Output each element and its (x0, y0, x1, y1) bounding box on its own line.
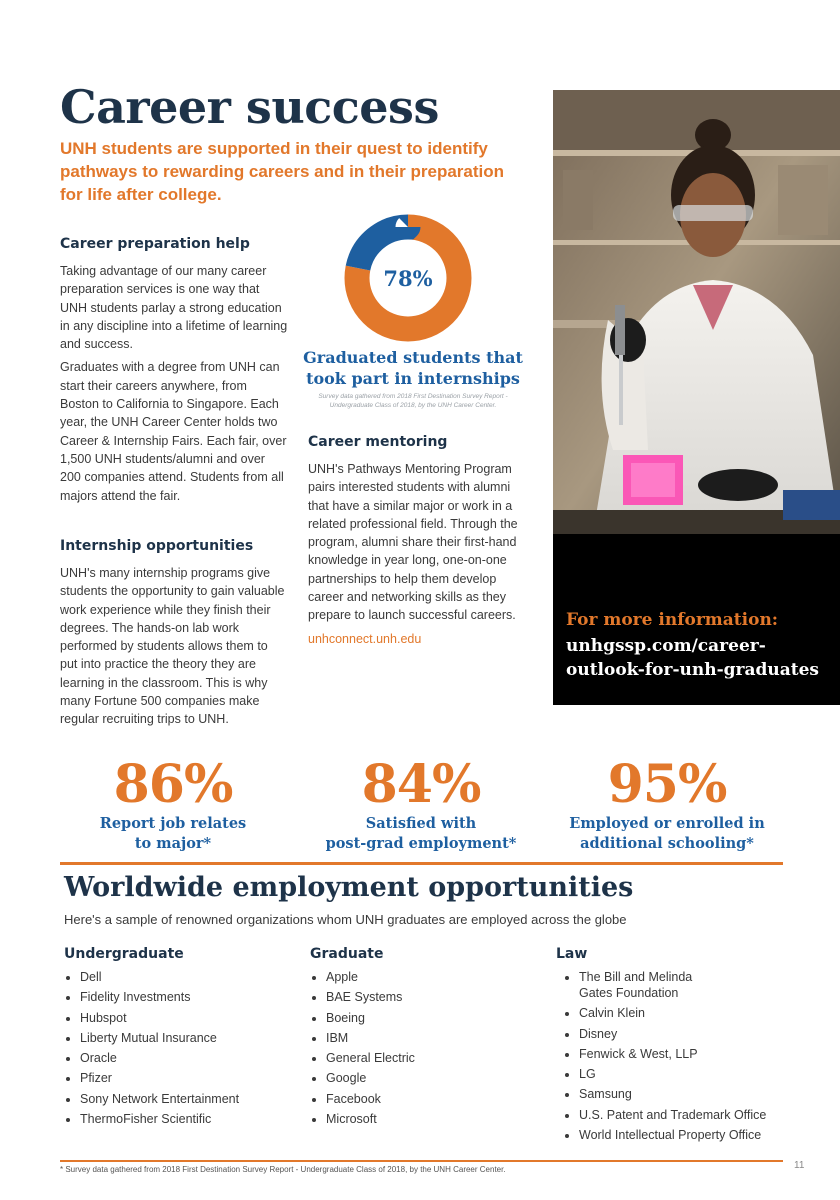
lab-student-photo (553, 90, 840, 534)
worldwide-title: Worldwide employment opportunities (64, 872, 634, 903)
mentoring-link[interactable]: unhconnect.unh.edu (308, 631, 422, 646)
list-item: • Liberty Mutual Insurance (80, 1030, 304, 1046)
stat-label-line-2: to major* (134, 835, 212, 852)
list-item: • Disney (579, 1026, 786, 1042)
stat-employed (547, 756, 787, 854)
list-item: • Boeing (326, 1010, 550, 1026)
stat-satisfied (301, 756, 541, 854)
list-item: • IBM (326, 1030, 550, 1046)
mentoring-paragraph: UNH's Pathways Mentoring Program pairs interested students with alumni that have a similar major or work in a related professional field. Through the program, alumni share their first-hand knowledge in year long, one-on-one partnerships to help them develop career and networking skills as they prepare to launch successful careers. (308, 462, 518, 623)
list-item: • Pfizer (80, 1070, 304, 1086)
career-prep-heading: Career preparation help (60, 236, 250, 252)
list-item: • LG (579, 1066, 786, 1082)
list-item: • ThermoFisher Scientific (80, 1111, 304, 1127)
stat-label-line-1: Report job relates (99, 815, 247, 832)
list-item: • Calvin Klein (579, 1005, 786, 1021)
list-item: • Dell (80, 969, 304, 985)
donut-source-note: Survey data gathered from 2018 First Destination Survey Report - Undergraduate Class of 2018, by the UNH Career Center. (318, 393, 508, 409)
stat-job-relates (53, 756, 293, 854)
list-item: • Microsoft (326, 1111, 550, 1127)
list-item: • Facebook (326, 1091, 550, 1107)
donut-caption: Graduated students that took part in internships (303, 348, 523, 388)
list-item: • Fenwick & West, LLP (579, 1046, 786, 1062)
internship-donut-chart (343, 213, 473, 343)
stat-value: 95% (607, 754, 727, 815)
donut-center-label: 78% (383, 266, 433, 291)
column-heading: Undergraduate (64, 946, 184, 962)
law-column (556, 946, 786, 1147)
career-prep-section (60, 236, 288, 510)
page-number: 11 (794, 1160, 805, 1171)
section-divider (60, 862, 783, 865)
list-item: • Google (326, 1070, 550, 1086)
list-item: • BAE Systems (326, 989, 550, 1005)
footnote: * Survey data gathered from 2018 First Destination Survey Report - Undergraduate Class of 2018, by the UNH Career Center. (60, 1165, 506, 1174)
footer-divider (60, 1160, 783, 1162)
more-info-link[interactable]: unhgssp.com/career-outlook-for-unh-graduates (566, 636, 819, 680)
career-prep-paragraph-1: Taking advantage of our many career preparation services is one way that UNH students parlay a strong education in any discipline into a lifetime of learning and success. (60, 264, 288, 352)
list-item: • U.S. Patent and Trademark Office (579, 1107, 786, 1123)
stat-label-line-1: Employed or enrolled in (569, 815, 765, 832)
list-item: • Oracle (80, 1050, 304, 1066)
more-info-box (553, 534, 840, 705)
list-item: • Hubspot (80, 1010, 304, 1026)
internships-heading: Internship opportunities (60, 538, 254, 554)
internships-paragraph: UNH's many internship programs give students the opportunity to gain valuable work experience while they finish their degrees. The hands-on lab work performed by students allows them to put into practice the theory they are learning in the classroom. This is why many Fortune 500 companies make regular recruiting trips to UNH. (60, 566, 285, 727)
list-item: • Sony Network Entertainment (80, 1091, 304, 1107)
list-item: • Fidelity Investments (80, 989, 304, 1005)
mentoring-heading: Career mentoring (308, 434, 448, 450)
page-title: Career success (60, 80, 439, 134)
worldwide-subtitle: Here's a sample of renowned organizations whom UNH graduates are employed across the globe (64, 912, 627, 927)
column-heading: Law (556, 946, 588, 962)
page-subtitle: UNH students are supported in their quest to identify pathways to rewarding careers and in their preparation for life after college. (60, 139, 505, 204)
mentoring-section (308, 434, 530, 648)
list-item: • Samsung (579, 1086, 786, 1102)
more-info-heading: For more information: (566, 610, 779, 630)
list-item: • The Bill and Melinda Gates Foundation (579, 969, 719, 1001)
stat-value: 84% (361, 754, 481, 815)
column-heading: Graduate (310, 946, 384, 962)
list-item: • World Intellectual Property Office (579, 1127, 786, 1143)
list-item: • Apple (326, 969, 550, 985)
career-prep-paragraph-2: Graduates with a degree from UNH can start their careers anywhere, from Boston to California to Singapore. Each year, the UNH Career Center holds two Career & Internship Fairs. Each fair, over 1,500 UNH students/alumni and over 200 companies attend. Students from all majors attend the fair. (60, 360, 287, 503)
stat-label-line-1: Satisfied with (365, 815, 477, 832)
graduate-column (310, 946, 550, 1131)
internships-section (60, 538, 288, 734)
list-item: • General Electric (326, 1050, 550, 1066)
stat-label-line-2: post-grad employment* (325, 835, 517, 852)
stat-value: 86% (113, 754, 233, 815)
undergraduate-column (64, 946, 304, 1131)
stat-label-line-2: additional schooling* (580, 835, 754, 852)
